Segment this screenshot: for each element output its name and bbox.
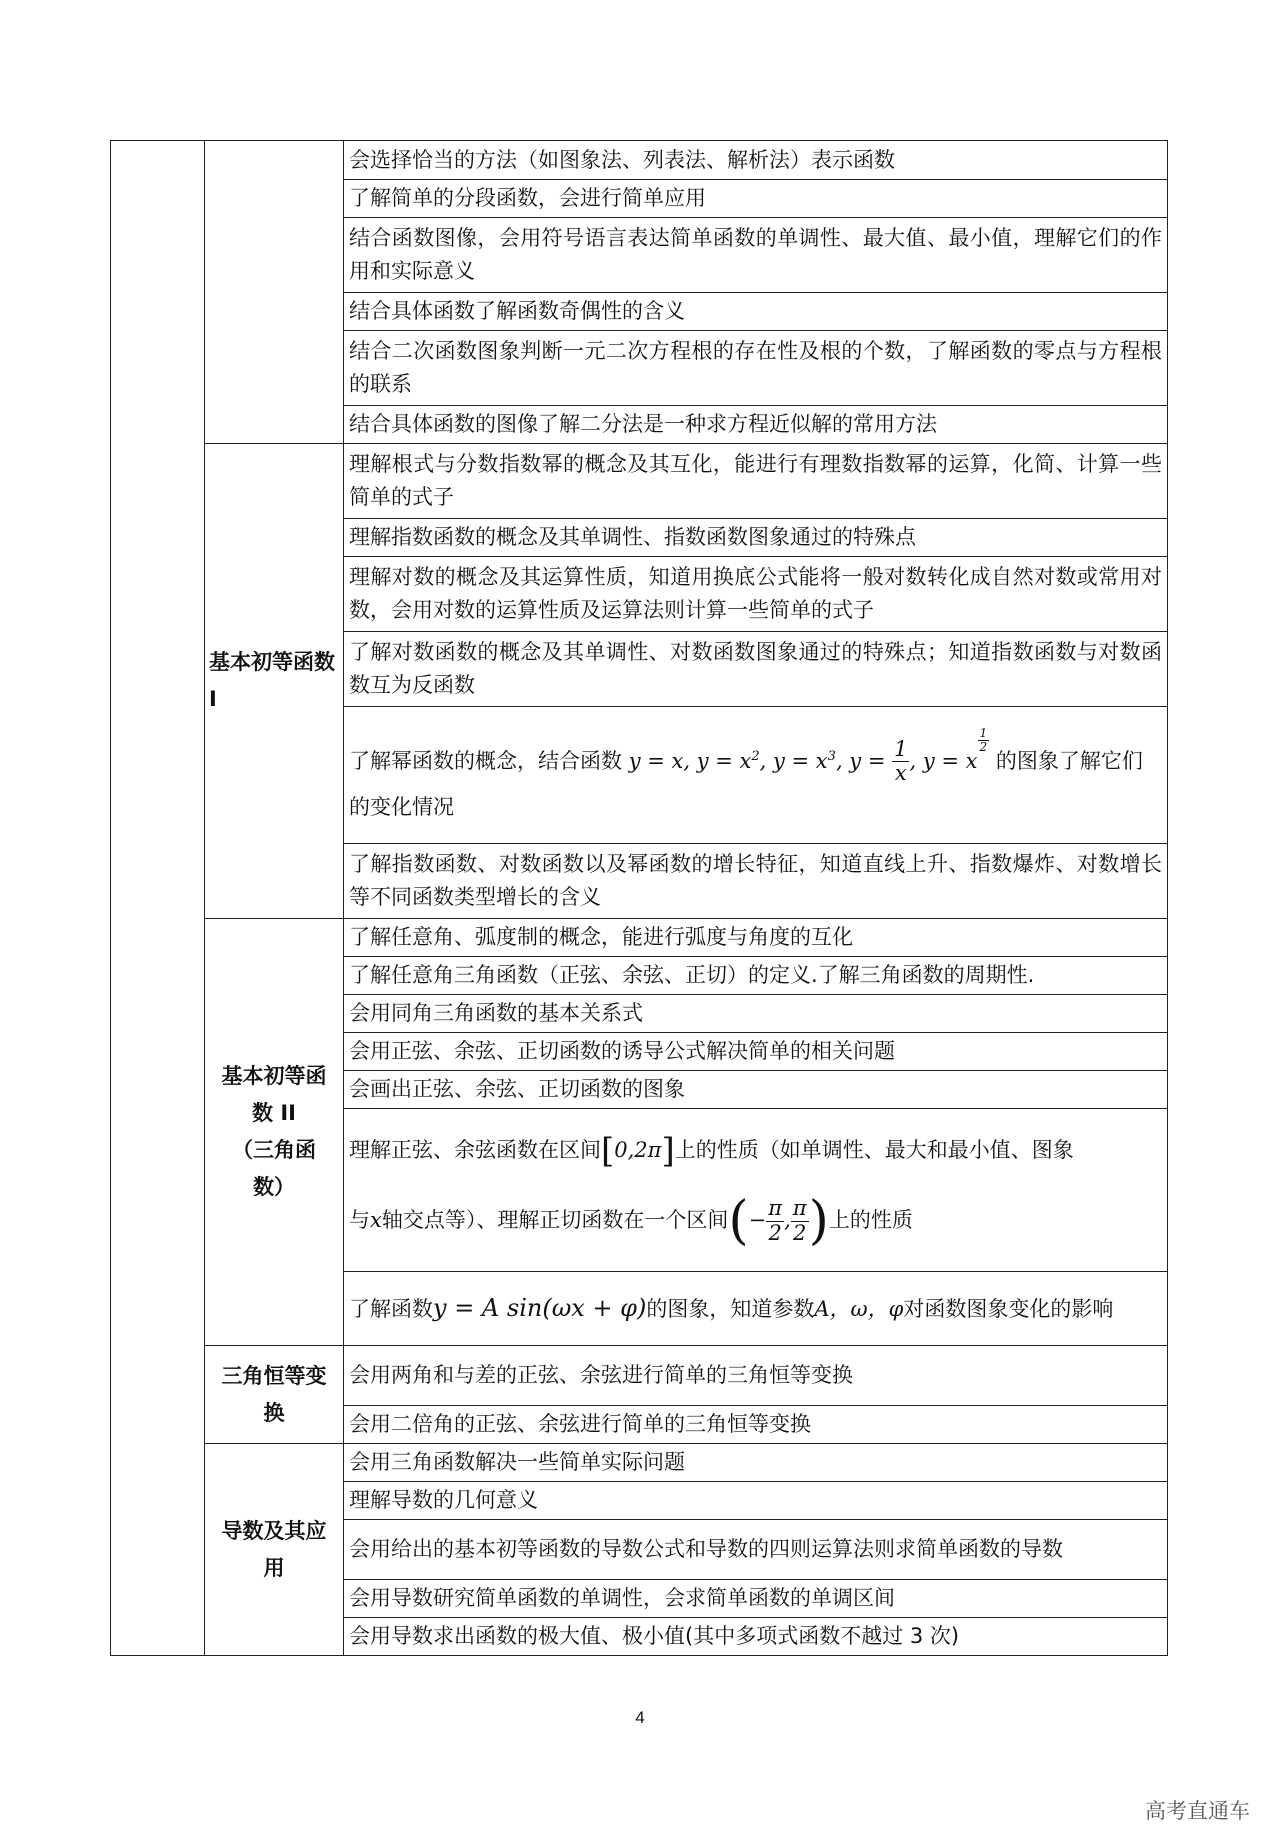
half-den: 2 (979, 739, 988, 754)
title-line: 导数及其应 (221, 1518, 327, 1543)
minus-sign: − (748, 1208, 767, 1232)
table-row: 结合具体函数了解函数奇偶性的含义 (344, 293, 1168, 331)
bracket-open: [ (601, 1131, 615, 1171)
table-row: 会用导数研究简单函数的单调性，会求简单函数的单调区间 (344, 1580, 1168, 1618)
f3: , y = (835, 748, 893, 773)
page-number: 4 (635, 1708, 645, 1727)
table-row: 了解任意角三角函数（正弦、余弦、正切）的定义.了解三角函数的周期性. (344, 957, 1168, 995)
table-row: 理解指数函数的概念及其单调性、指数函数图象通过的特殊点 (344, 519, 1168, 557)
table-row-sin-cos-interval (344, 1109, 1168, 1272)
title-line: 基本初等函 (221, 1064, 327, 1088)
power-pre: 了解幂函数的概念，结合函数 (349, 748, 622, 773)
frac-num: 1 (894, 736, 908, 761)
pi-num: π (792, 1196, 807, 1221)
table-row: 会用导数求出函数的极大值、极小值(其中多项式函数不越过 3 次) (344, 1618, 1168, 1656)
empty-column (111, 141, 205, 1656)
asin-pre: 了解函数 (349, 1296, 433, 1321)
frac-den: x (894, 761, 907, 785)
table-row: 了解简单的分段函数，会进行简单应用 (344, 180, 1168, 218)
topic-derivatives (205, 1444, 344, 1656)
table-row: 理解导数的几何意义 (344, 1482, 1168, 1520)
frac-one-over-x (892, 738, 909, 785)
half-num: 1 (979, 725, 988, 740)
asin-params: A，ω，φ (814, 1296, 904, 1321)
curriculum-table (110, 140, 1168, 1656)
comma: , (784, 1208, 791, 1232)
table-row: 会选择恰当的方法（如图象法、列表法、解析法）表示函数 (344, 141, 1168, 180)
tan-pre: 与 (349, 1208, 370, 1232)
table-row: 会用两角和与差的正弦、余弦进行简单的三角恒等变换 (344, 1346, 1168, 1406)
table-row: 会用二倍角的正弦、余弦进行简单的三角恒等变换 (344, 1406, 1168, 1444)
asin-post: 对函数图象变化的影响 (903, 1296, 1114, 1321)
table-row-power-functions (344, 707, 1168, 844)
empty-topic-cell (205, 141, 344, 444)
interval-value: 0,2π (614, 1138, 662, 1162)
table-row: 了解对数函数的概念及其单调性、对数函数图象通过的特殊点；知道指数函数与对数函数互为反函数 (344, 632, 1168, 707)
asin-mid: 的图象，知道参数 (646, 1296, 815, 1321)
table-row: 会用三角函数解决一些简单实际问题 (344, 1444, 1168, 1482)
table-row: 会用同角三角函数的基本关系式 (344, 995, 1168, 1033)
paren-close: ) (808, 1191, 829, 1251)
watermark: 高考直通车 (1145, 1799, 1250, 1823)
f1: y = x, y = x (628, 748, 752, 773)
tan-mid: 轴交点等）、理解正切函数在一个区间 (381, 1208, 729, 1232)
formula-yx (629, 749, 892, 773)
f2-exp: 3 (827, 748, 836, 764)
title-line: 换 (263, 1400, 285, 1425)
frac-pi-2-a (766, 1197, 784, 1244)
topic-basic-functions-1: 基本初等函数 I (205, 444, 344, 919)
table-row: 结合具体函数的图像了解二分法是一种求方程近似解的常用方法 (344, 406, 1168, 444)
two-den: 2 (768, 1220, 782, 1245)
title-line: （三角函 (232, 1138, 316, 1162)
table-row-asin (344, 1272, 1168, 1346)
bracket-close: ] (661, 1131, 675, 1171)
table-row: 理解根式与分数指数幂的概念及其互化，能进行有理数指数幂的运算，化简、计算一些简单的式子 (344, 444, 1168, 519)
table-row: 结合函数图像，会用符号语言表达简单函数的单调性、最大值、最小值，理解它们的作用和实际意义 (344, 218, 1168, 293)
title-line: 用 (263, 1555, 285, 1580)
title-line: 数 II (252, 1101, 296, 1125)
table-row: 会用给出的基本初等函数的导数公式和导数的四则运算法则求简单函数的导数 (344, 1520, 1168, 1580)
title-line: 三角恒等变 (221, 1363, 327, 1388)
interval-pre: 理解正弦、余弦函数在区间 (349, 1138, 601, 1162)
f1-exp: 2 (751, 748, 760, 764)
table-row: 会画出正弦、余弦、正切函数的图象 (344, 1071, 1168, 1109)
f2: , y = x (759, 748, 828, 773)
title-line: 数） (253, 1175, 295, 1199)
frac-pi-2-b (791, 1197, 809, 1244)
asin-formula: y = A sin(ωx + φ) (433, 1293, 647, 1322)
table-row: 了解任意角、弧度制的概念，能进行弧度与角度的互化 (344, 919, 1168, 957)
table-row: 会用正弦、余弦、正切函数的诱导公式解决简单的相关问题 (344, 1033, 1168, 1071)
topic-basic-functions-2 (205, 919, 344, 1346)
interval-post: 上的性质（如单调性、最大和最小值、图象 (674, 1138, 1074, 1162)
f4: , y = x (909, 748, 978, 773)
power-tail: 的变化情况 (349, 794, 454, 819)
two-den: 2 (792, 1220, 807, 1245)
x-axis-var: x (370, 1208, 382, 1232)
topic-trig-identities (205, 1346, 344, 1444)
half-exp (978, 727, 990, 754)
paren-open: ( (728, 1191, 749, 1251)
power-post: 的图象了解它们 (995, 748, 1143, 773)
table-row: 了解指数函数、对数函数以及幂函数的增长特征，知道直线上升、指数爆炸、对数增长等不同函数类型增长的含义 (344, 844, 1168, 919)
table-row: 结合二次函数图象判断一元二次方程根的存在性及根的个数，了解函数的零点与方程根的联系 (344, 331, 1168, 406)
table-row: 理解对数的概念及其运算性质，知道用换底公式能将一般对数转化成自然对数或常用对数，会用对数的运算性质及运算法则计算一些简单的式子 (344, 557, 1168, 632)
pi-num: π (768, 1196, 783, 1221)
tan-post: 上的性质 (828, 1208, 913, 1232)
